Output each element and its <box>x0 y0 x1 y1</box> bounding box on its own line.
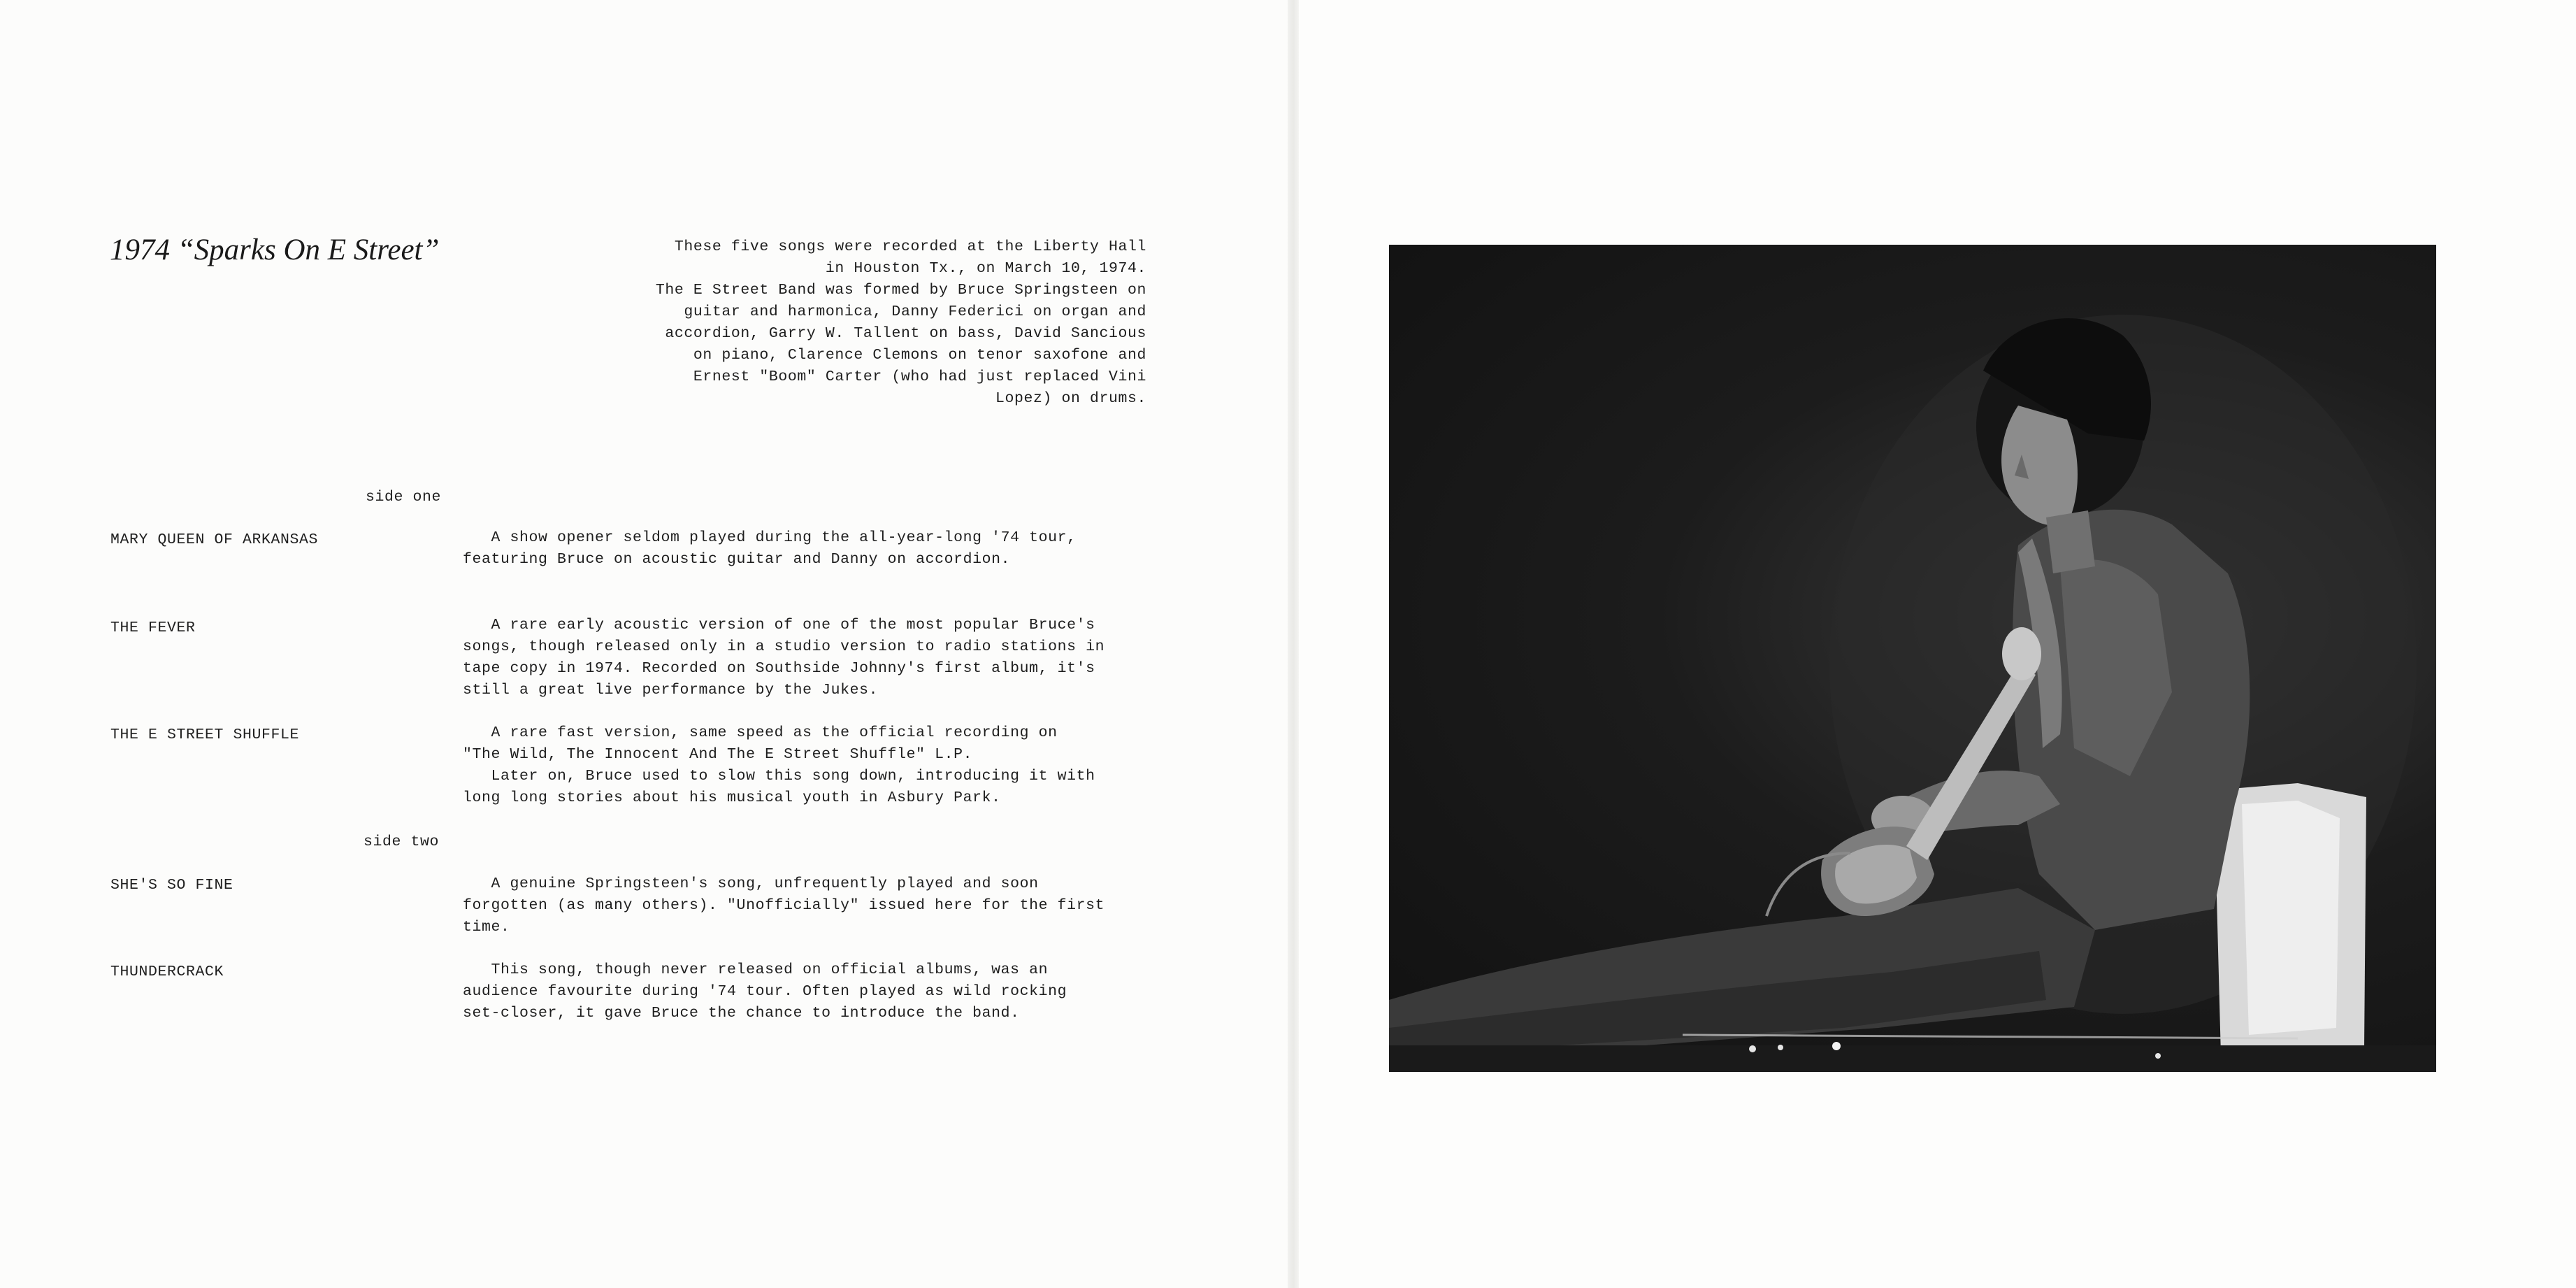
track-description <box>463 959 1155 1024</box>
track-line: long long stories about his musical youth in Asbury Park. <box>463 789 1001 806</box>
intro-line: guitar and harmonica, Danny Federici on organ and <box>684 303 1146 320</box>
track-title: SHE'S SO FINE <box>110 877 233 894</box>
track-line: "The Wild, The Innocent And The E Street Shuffle" L.P. <box>463 746 973 763</box>
track-line: still a great live performance by the Jukes. <box>463 682 879 699</box>
track-title: THUNDERCRACK <box>110 964 224 980</box>
track-line: set-closer, it gave Bruce the chance to introduce the band. <box>463 1005 1020 1022</box>
track-description <box>463 615 1155 701</box>
track-line: Later on, Bruce used to slow this song down, introducing it with <box>463 768 1095 785</box>
track-title: THE E STREET SHUFFLE <box>110 727 300 743</box>
album-title: 1974 “Sparks On E Street” <box>110 234 440 266</box>
intro-line: in Houston Tx., on March 10, 1974. <box>825 260 1146 277</box>
track-description <box>463 722 1155 809</box>
book-gutter <box>1288 0 1299 1288</box>
track-line: tape copy in 1974. Recorded on Southside Johnny's first album, it's <box>463 660 1095 677</box>
concert-photo <box>1389 245 2436 1072</box>
track-line: This song, though never released on official albums, was an <box>463 961 1049 978</box>
track-line: featuring Bruce on acoustic guitar and Danny on accordion. <box>463 551 1011 568</box>
track-line: songs, though released only in a studio version to radio stations in <box>463 638 1105 655</box>
track-line: audience favourite during '74 tour. Often played as wild rocking <box>463 983 1067 1000</box>
intro-line: on piano, Clarence Clemons on tenor saxofone and <box>693 347 1146 364</box>
intro-line: Lopez) on drums. <box>995 390 1146 407</box>
track-description <box>463 527 1155 571</box>
track-title: THE FEVER <box>110 620 196 636</box>
track-line: A genuine Springsteen's song, unfrequently played and soon <box>463 875 1039 892</box>
track-description <box>463 873 1155 938</box>
track-line: A rare fast version, same speed as the official recording on <box>463 724 1058 741</box>
side-one-heading: side one <box>366 489 442 506</box>
intro-line: accordion, Garry W. Tallent on bass, David Sancious <box>665 325 1146 342</box>
intro-line: The E Street Band was formed by Bruce Springsteen on <box>655 282 1146 299</box>
intro-line: Ernest "Boom" Carter (who had just replaced Vini <box>693 368 1146 385</box>
intro-line: These five songs were recorded at the Liberty Hall <box>674 238 1146 255</box>
track-line: forgotten (as many others). "Unofficially" issued here for the first <box>463 897 1105 914</box>
track-line: A show opener seldom played during the all-year-long '74 tour, <box>463 529 1077 546</box>
guitarist-illustration <box>1389 245 2436 1072</box>
intro-paragraph <box>573 236 1146 410</box>
side-two-heading: side two <box>364 833 440 850</box>
track-line: A rare early acoustic version of one of the most popular Bruce's <box>463 617 1095 634</box>
track-line: time. <box>463 919 510 936</box>
track-title: MARY QUEEN OF ARKANSAS <box>110 531 319 548</box>
